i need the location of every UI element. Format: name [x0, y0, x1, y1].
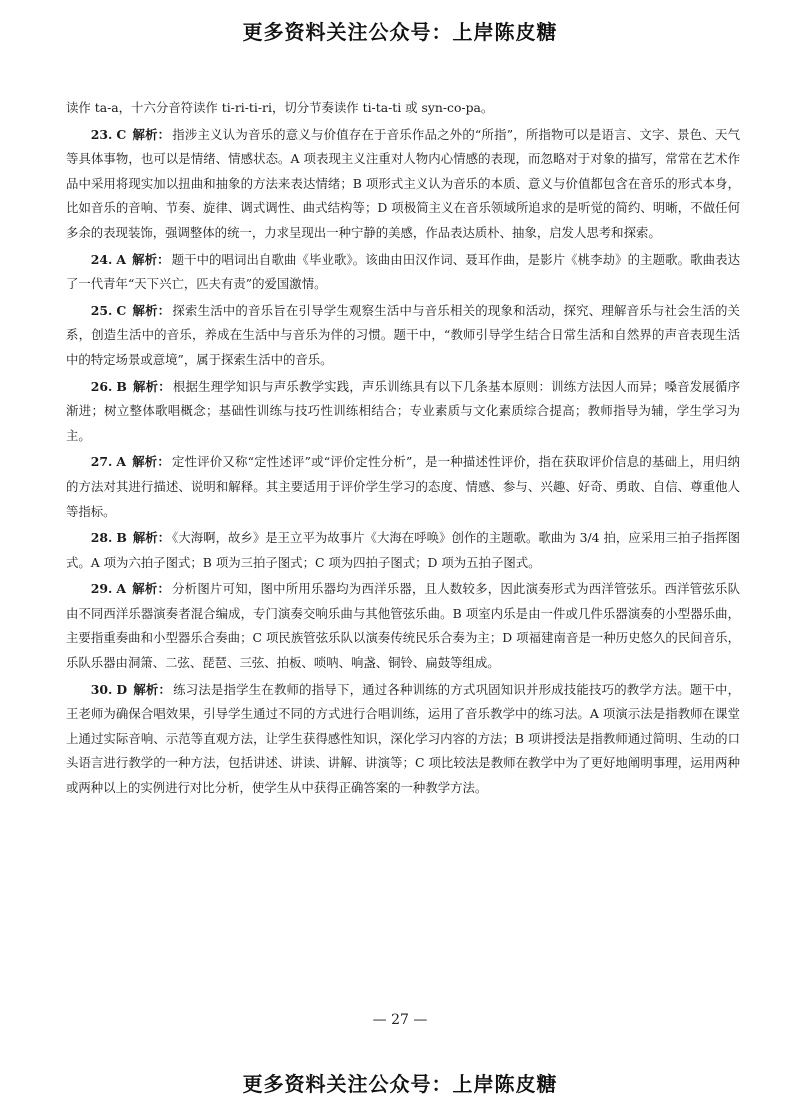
analysis-text: 分析图片可知，图中所用乐器均为西洋乐器，且人数较多，因此演奏形式为西洋管弦乐。西洋管弦乐队由不同西洋乐器演奏者混合编成，专门演奏交响乐曲与其他管弦乐曲。B 项室内乐是由一件或几件乐器演奏的小型器乐曲，主要指重奏曲和小型器乐合奏曲；C 项民族管弦乐队以演奏传统民乐合奏为主；D 项福建南音是一种历史悠久的民间音乐，乐队乐器由洞箫、二弦、琵琶、三弦、拍板、唢呐、响盏、铜铃、扁鼓等组成。: [66, 581, 741, 671]
answer-item-27: [66, 450, 740, 524]
analysis-text: 探索生活中的音乐旨在引导学生观察生活中与音乐相关的现象和活动，探究、理解音乐与社会生活的关系，创造生活中的音乐，养成在生活中与音乐为伴的习惯。题干中，“教师引导学生结合日常生活和自然界的声音表现生活中的特定场景或意境”，属于探索生活中的音乐。: [66, 302, 741, 367]
answer-content: [66, 96, 740, 801]
answer-item-24: [66, 248, 740, 297]
footer-banner: 更多资料关注公众号：上岸陈皮糖: [242, 1072, 558, 1096]
question-number: 28.: [90, 530, 113, 546]
analysis-label: 解析：: [132, 302, 171, 318]
analysis-text: 《大海啊，故乡》是王立平为故事片《大海在呼唤》创作的主题歌。歌曲为 3/4 拍，应采用三拍子指挥图式。A 项为六拍子图式；B 项为三拍子图式；C 项为四拍子图式；D 项为五拍子图式。: [66, 530, 741, 570]
answer-item-23: [66, 123, 740, 246]
answer-letter: C: [116, 126, 127, 142]
analysis-text: 练习法是指学生在教师的指导下，通过各种训练的方式巩固知识并形成技能技巧的教学方法。题干中，王老师为确保合唱效果，引导学生通过不同的方式进行合唱训练，运用了音乐教学中的练习法。A 项演示法是指教师在课堂上通过实际音响、示范等直观方法，让学生获得感性知识，深化学习内容的方法；B 项讲授法是指教师通过简明、生动的口头语言进行教学的一种方法，包括讲述、讲读、讲解、讲演等；C 项比较法是教师在教学中为了更好地阐明事理，运用两种或两种以上的实例进行对比分析，使学生从中获得正确答案的一种教学方法。: [66, 681, 741, 796]
header-banner: 更多资料关注公众号：上岸陈皮糖: [242, 20, 558, 44]
analysis-text: 定性评价又称“定性述评”或“评价定性分析”，是一种描述性评价，指在获取评价信息的基础上，用归纳的方法对其进行描述、说明和解释。其主要适用于评价学生学习的态度、情感、参与、兴趣、好奇、勇敢、自信、尊重他人等指标。: [66, 454, 740, 519]
question-number: 29.: [90, 581, 113, 597]
analysis-label: 解析：: [131, 251, 170, 267]
answer-letter: B: [116, 530, 127, 546]
answer-letter: A: [116, 581, 126, 597]
analysis-text: 题干中的唱词出自歌曲《毕业歌》。该曲由田汉作词、聂耳作曲，是影片《桃李劫》的主题歌。歌曲表达了一代青年“天下兴亡，匹夫有责”的爱国激情。: [66, 251, 740, 292]
answer-letter: B: [116, 378, 127, 394]
analysis-label: 解析：: [132, 530, 171, 546]
analysis-label: 解析：: [132, 378, 171, 394]
analysis-label: 解析：: [131, 581, 171, 597]
analysis-label: 解析：: [132, 126, 171, 142]
answer-item-25: [66, 299, 740, 373]
analysis-text: 根据生理学知识与声乐教学实践，声乐训练具有以下几条基本原则：训练方法因人而异；嗓音发展循序渐进；树立整体歌唱概念；基础性训练与技巧性训练相结合；专业素质与文化素质综合提高；教师指导为辅，学生学习为主。: [66, 378, 741, 443]
answer-letter: D: [116, 681, 128, 697]
question-number: 27.: [90, 454, 113, 470]
question-number: 26.: [90, 378, 113, 394]
question-number: 24.: [90, 251, 113, 267]
analysis-label: 解析：: [133, 681, 172, 697]
question-number: 25.: [90, 302, 113, 318]
answer-item-30: [66, 678, 740, 801]
analysis-text: 指涉主义认为音乐的意义与价值存在于音乐作品之外的“所指”，所指物可以是语言、文字、景色、天气等具体事物，也可以是情绪、情感状态。A 项表现主义注重对人物内心情感的表现，而忽略对于对象的描写，常常在艺术作品中采用将现实加以扭曲和抽象的方法来表达情绪；B 项形式主义认为音乐的本质、意义与价值都包含在音乐的形式本身，比如音乐的音响、节奏、旋律、调式调性、曲式结构等；D 项极简主义在音乐领域所追求的是听觉的简约、明晰，不做任何多余的表现装饰，强调整体的统一，力求呈现出一种宁静的美感，作品表达质朴、抽象，启发人思考和探索。: [66, 126, 741, 240]
answer-letter: C: [116, 302, 127, 318]
answer-item-29: [66, 577, 740, 675]
answer-item-28: [66, 526, 740, 575]
analysis-label: 解析：: [131, 454, 171, 470]
answer-item-26: [66, 375, 740, 449]
question-number: 30.: [90, 681, 113, 697]
answer-letter: A: [116, 251, 126, 267]
page-number: — 27 —: [372, 1012, 428, 1028]
question-number: 23.: [90, 126, 113, 142]
intro-line: 读作 ta-a，十六分音符读作 ti-ri-ti-ri，切分节奏读作 ti-ta-ti 或 syn-co-pa。: [66, 100, 494, 115]
answer-letter: A: [116, 454, 126, 470]
